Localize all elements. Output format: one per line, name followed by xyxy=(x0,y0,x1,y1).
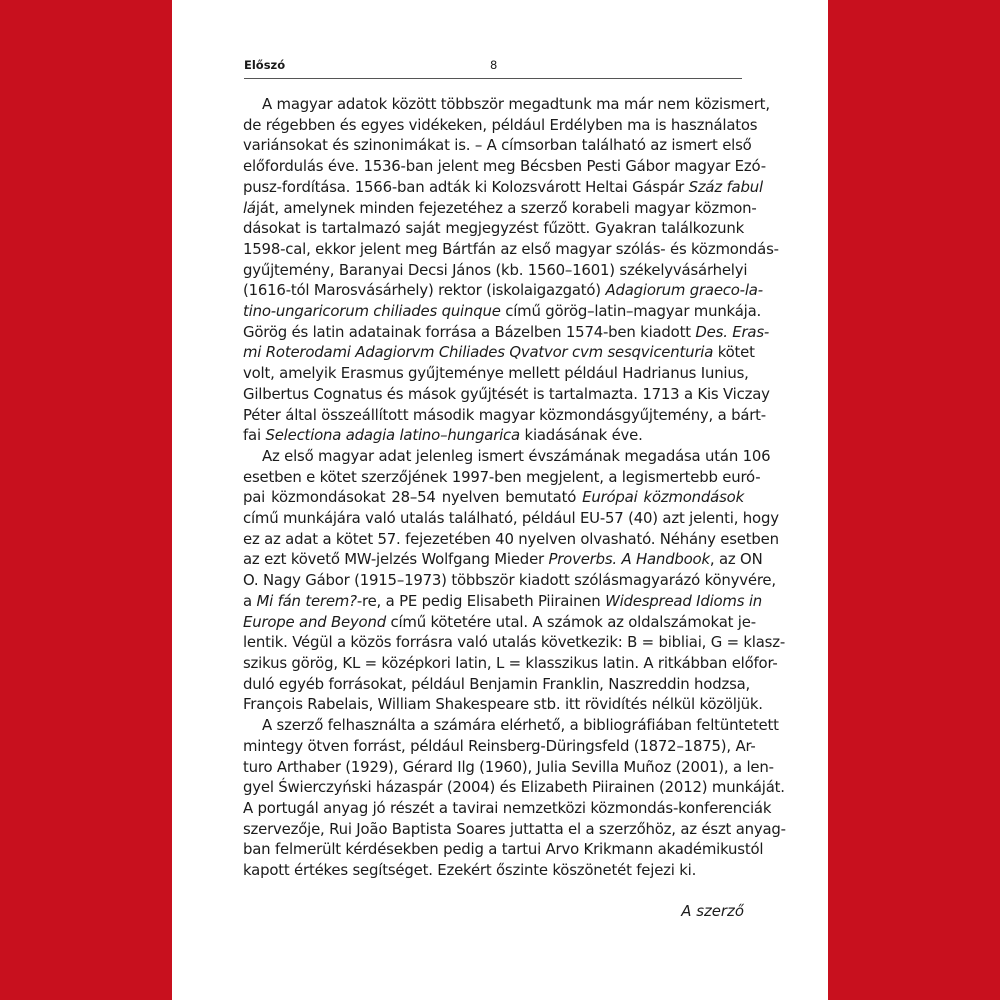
paragraph xyxy=(243,94,779,446)
body-text xyxy=(243,94,786,881)
text-line: Europe and Beyond című kötetére utal. A számok az oldalszámokat je- xyxy=(243,612,756,631)
italic-title: Adagiorum graeco-la- xyxy=(605,281,763,300)
paragraph xyxy=(243,446,786,715)
text-line: gyűjtemény, Baranyai Decsi János (kb. 1560–1601) székelyvásárhelyi xyxy=(243,260,748,279)
paragraph xyxy=(243,715,786,881)
text-line: Görög és latin adatainak forrása a Bázelben 1574-ben kiadott Des. Eras- xyxy=(243,322,770,341)
text-line: lentik. Végül a közös forrásra való utalás következik: B = bibliai, G = klasz- xyxy=(243,633,786,652)
text-line: pai közmondásokat 28–54 nyelven bemutató Európai közmondások xyxy=(243,488,744,507)
text-line: szervezője, Rui João Baptista Soares juttatta el a szerzőhöz, az észt anyag- xyxy=(243,819,786,838)
text-line: mintegy ötven forrást, például Reinsberg-Düringsfeld (1872–1875), Ar- xyxy=(243,736,756,755)
text-line: François Rabelais, William Shakespeare stb. itt rövidítés nélkül közöljük. xyxy=(243,695,763,714)
book-page xyxy=(172,0,828,1000)
text-line: volt, amelyik Erasmus gyűjteménye mellett például Hadrianus Iunius, xyxy=(243,364,749,383)
text-line: láját, amelynek minden fejezetéhez a szerző korabeli magyar közmon- xyxy=(243,198,757,217)
running-header xyxy=(244,56,742,79)
text-line: duló egyéb forrásokat, például Benjamin Franklin, Naszreddin hodzsa, xyxy=(243,674,751,693)
text-line: A portugál anyag jó részét a tavirai nemzetközi közmondás-konferenciák xyxy=(243,798,772,817)
text-line: O. Nagy Gábor (1915–1973) többször kiadott szólásmagyarázó könyvére, xyxy=(243,571,776,590)
section-title: Előszó xyxy=(244,58,286,72)
text-line: A szerző felhasználta a számára elérhető, a bibliográfiában feltüntetett xyxy=(262,716,779,735)
text-line: A magyar adatok között többször megadtunk ma már nem közismert, xyxy=(262,95,770,113)
text-line: című munkájára való utalás található, például EU-57 (40) azt jelenti, hogy xyxy=(243,509,779,528)
page-number: 8 xyxy=(490,58,498,72)
text-line: mi Roterodami Adagiorvm Chiliades Qvatvor cvm sesqvicenturia kötet xyxy=(243,343,755,362)
italic-title: lá xyxy=(243,198,256,217)
text-line: fai Selectiona adagia latino–hungarica kiadásának éve. xyxy=(243,426,643,445)
text-line: Az első magyar adat jelenleg ismert évszámának megadása után 106 xyxy=(262,446,771,465)
text-line: (1616-tól Marosvásárhely) rektor (iskolaigazgató) Adagiorum graeco-la- xyxy=(243,281,763,300)
text-line: a Mi fán terem?-re, a PE pedig Elisabeth Piirainen Widespread Idioms in xyxy=(243,591,763,610)
italic-title: Widespread Idioms in xyxy=(605,591,763,610)
text-line: dásokat is tartalmazó saját megjegyzést fűzött. Gyakran találkozunk xyxy=(243,219,744,238)
text-line: kapott értékes segítséget. Ezekért őszinte köszönetét fejezi ki. xyxy=(243,861,697,880)
author-signature: A szerző xyxy=(681,902,744,920)
text-line: gyel Świerczyński házaspár (2004) és Elizabeth Piirainen (2012) munkáját. xyxy=(243,778,785,797)
text-line: 1598-cal, ekkor jelent meg Bártfán az első magyar szólás- és közmondás- xyxy=(243,239,779,258)
text-line: az ezt követő MW-jelzés Wolfgang Mieder Proverbs. A Handbook, az ON xyxy=(243,550,763,569)
italic-title: Europe and Beyond xyxy=(243,612,386,631)
text-line: de régebben és egyes vidékeken, például Erdélyben ma is használatos xyxy=(243,115,758,134)
italic-title: Des. Eras- xyxy=(695,322,770,341)
text-line: variánsokat és szinonimákat is. – A címsorban található az ismert első xyxy=(243,136,752,155)
text-line: Gilbertus Cognatus és mások gyűjtését is tartalmazta. 1713 a Kis Viczay xyxy=(243,384,770,403)
text-line: tino-ungaricorum chiliades quinque című görög–latin–magyar munkája. xyxy=(243,302,762,321)
text-line: turo Arthaber (1929), Gérard Ilg (1960), Julia Sevilla Muñoz (2001), a len- xyxy=(243,757,774,776)
italic-title: tino-ungaricorum chiliades quinque xyxy=(243,302,501,321)
italic-title: Száz fabul xyxy=(688,177,763,196)
text-line: ban felmerült kérdésekben pedig a tartui Arvo Krikmann akadémikustól xyxy=(243,840,764,859)
text-line: ez az adat a kötet 57. fejezetében 40 nyelven olvasható. Néhány esetben xyxy=(243,529,779,548)
italic-title: mi Roterodami Adagiorvm Chiliades Qvatvor cvm sesqvicenturia xyxy=(243,343,714,362)
italic-title: Selectiona adagia latino–hungarica xyxy=(265,426,520,445)
text-line: esetben e kötet szerzőjének 1997-ben megjelent, a legismertebb euró- xyxy=(243,467,761,486)
text-line: szikus görög, KL = középkori latin, L = klasszikus latin. A ritkábban előfor- xyxy=(243,653,778,672)
italic-title: Proverbs. A Handbook xyxy=(548,550,710,569)
italic-title: Mi fán terem? xyxy=(256,591,357,610)
italic-title: Európai közmondások xyxy=(582,488,744,507)
text-line: Péter által összeállított második magyar közmondásgyűjtemény, a bárt- xyxy=(243,405,766,424)
text-line: előfordulás éve. 1536-ban jelent meg Bécsben Pesti Gábor magyar Ezó- xyxy=(243,157,766,176)
text-line: pusz-fordítása. 1566-ban adták ki Kolozsvárott Heltai Gáspár Száz fabul xyxy=(243,177,763,196)
